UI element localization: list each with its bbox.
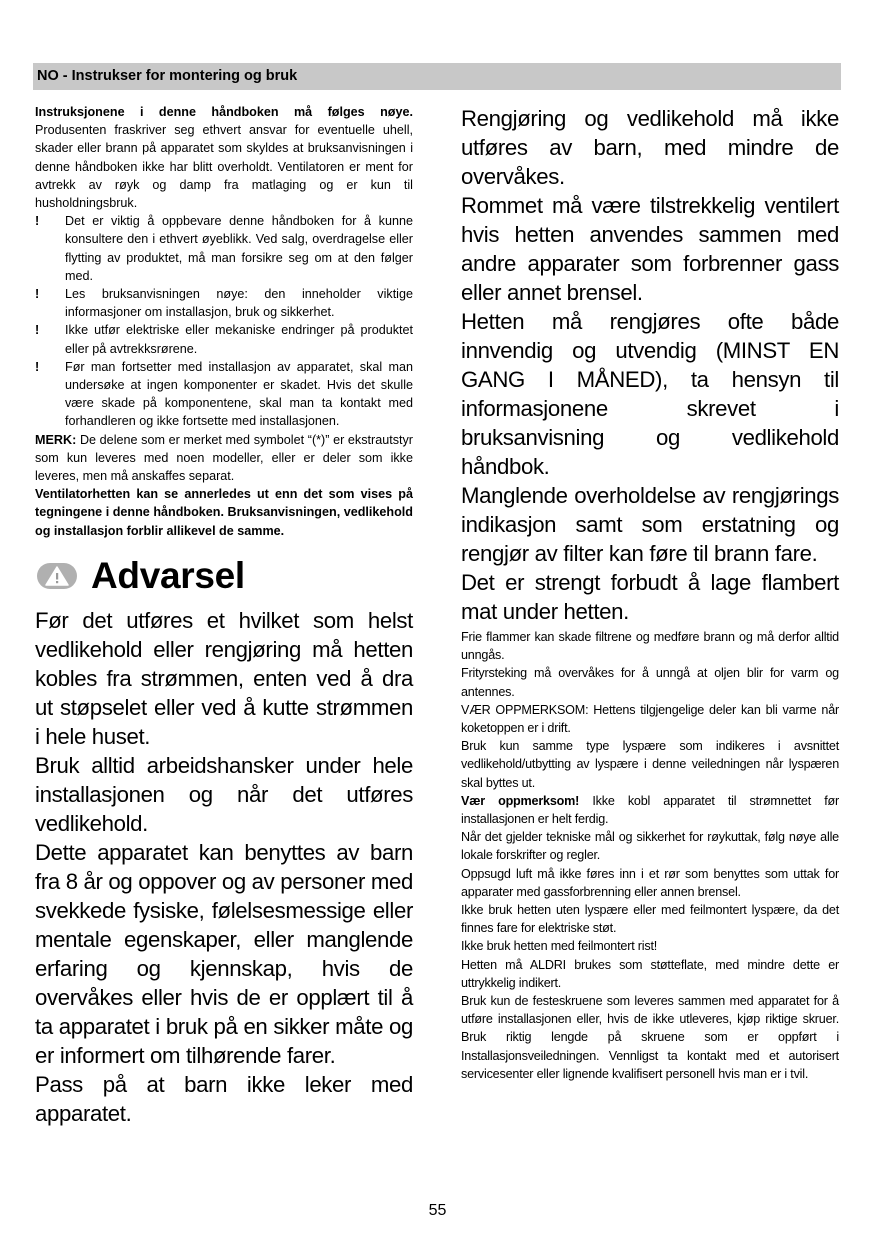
section-title: NO - Instrukser for montering og bruk bbox=[37, 68, 298, 84]
big-paragraph: Det er strengt forbudt å lage flambert mat under hetten. bbox=[461, 570, 839, 624]
big-paragraph: Hetten må rengjøres ofte både innvendig og utvendig (MINST EN GANG I MÅNED), ta hensyn til informasjonene skrevet i bruksanvisning og vedlikehold håndbok. bbox=[461, 309, 839, 479]
big-paragraph: Manglende overholdelse av rengjørings indikasjon samt som erstatning og rengjør av filter kan føre til brann fare. bbox=[461, 483, 839, 566]
intro-paragraph bbox=[35, 103, 413, 212]
small-paragraph: Ikke bruk hetten med feilmontert rist! bbox=[461, 939, 658, 954]
safety-list bbox=[35, 212, 413, 430]
warning-paragraph: Dette apparatet kan benyttes av barn fra 8 år og oppover og av personer med svekkede fysiske, følelsesmessige eller mentale egenskaper, eller manglende erfaring og kjennskap, hvis de overvåkes eller hvis de er opplært til å ta apparatet i bruk på en sikker måte og er informert om tilhørende farer. bbox=[35, 839, 413, 1068]
left-column bbox=[35, 103, 413, 1128]
small-paragraph: Når det gjelder tekniske mål og sikkerhet for røykuttak, følg nøye alle lokale forskrifter og regler. bbox=[461, 830, 839, 863]
note-label: MERK: bbox=[35, 432, 77, 447]
note-text: De delene som er merket med symbolet “(*)” er ekstrautstyr som kun leveres med noen modeller, eller er deler som ikke leveres, men må anskaffes separat. bbox=[35, 432, 413, 484]
small-paragraph: Bruk kun samme type lyspære som indikeres i avsnittet vedlikehold/utbytting av lyspære i denne veiledningen når lyspæren skal byttes ut. bbox=[461, 739, 839, 790]
note-bold-paragraph: Ventilatorhetten kan se annerledes ut enn det som vises på tegningene i denne håndboken. Bruksanvisningen, vedlikehold og installasjon forblir allikevel de samme. bbox=[35, 487, 413, 538]
list-item: ! Ikke utfør elektriske eller mekaniske endringer på produktet eller på avtrekksrørene. bbox=[35, 323, 413, 356]
warning-triangle-icon bbox=[37, 563, 77, 589]
small-paragraph: Hetten må ALDRI brukes som støtteflate, med mindre dette er uttrykkelig indikert. bbox=[461, 957, 839, 990]
warning-title: Advarsel bbox=[91, 554, 245, 596]
attention-paragraph bbox=[461, 792, 839, 828]
list-item: ! Før man fortsetter med installasjon av apparatet, skal man undersøke at ingen komponenter er skadet. Hvis det skulle være skade på komponentene, skal man ta kontakt med forhandleren og ikke fortsette med installasjonen. bbox=[35, 359, 413, 429]
list-item: ! Les bruksanvisningen nøye: den inneholder viktige informasjoner om installasjon, bruk og sikkerhet. bbox=[35, 287, 413, 320]
warning-paragraph: Pass på at barn ikke leker med apparatet. bbox=[35, 1071, 413, 1126]
big-paragraph: Rommet må være tilstrekkelig ventilert hvis hetten anvendes sammen med andre apparater som forbrenner gass eller annet brensel. bbox=[461, 193, 839, 305]
warning-paragraph: Bruk alltid arbeidshansker under hele installasjonen og når det utføres vedlikehold. bbox=[35, 752, 413, 836]
warning-paragraph: Før det utføres et hvilket som helst vedlikehold eller rengjøring må hetten kobles fra strømmen, enten ved å dra ut støpselet eller ved å kutte strømmen i hele huset. bbox=[35, 607, 413, 749]
note-paragraph bbox=[35, 431, 413, 486]
small-paragraph: Frie flammer kan skade filtrene og medføre brann og må derfor alltid unngås. bbox=[461, 630, 839, 663]
section-header bbox=[33, 63, 841, 90]
list-item: ! Det er viktig å oppbevare denne håndboken for å kunne konsultere den i ethvert øyeblikk. Ved salg, overdragelse eller flytting av produktet, må man forsikre seg om at den følger med. bbox=[35, 214, 413, 283]
intro-text: Produsenten fraskriver seg ethvert ansvar for eventuelle uhell, skader eller brann på apparatet som skyldes at bruksanvisningen i denne håndboken ikke har blitt overholdt. Ventilatoren er ment for avtrekk av røyk og damp fra matlaging og er kun til husholdningsbruk. bbox=[35, 123, 413, 211]
right-column bbox=[461, 104, 839, 1083]
intro-bold: Instruksjonene i denne håndboken må følges nøye. bbox=[35, 105, 413, 119]
small-paragraph: Ikke bruk hetten uten lyspære eller med feilmontert lyspære, da det finnes fare for elektriske støt. bbox=[461, 903, 839, 936]
big-paragraph: Rengjøring og vedlikehold må ikke utføres av barn, med mindre de overvåkes. bbox=[461, 106, 839, 189]
warning-heading bbox=[35, 554, 413, 598]
attention-label: Vær oppmerksom! bbox=[461, 793, 580, 808]
small-paragraph: VÆR OPPMERKSOM: Hettens tilgjengelige deler kan bli varme når koketoppen er i drift. bbox=[461, 702, 839, 736]
small-paragraph: Oppsugd luft må ikke føres inn i et rør som benyttes som uttak for apparater med gassforbrenning eller annen brensel. bbox=[461, 866, 839, 899]
page-number: 55 bbox=[428, 1202, 447, 1219]
attention-text: Ikke kobl apparatet til strømnettet før installasjonen er helt ferdig. bbox=[461, 793, 839, 827]
small-paragraph: Frityrsteking må overvåkes for å unngå at oljen blir for varm og antennes. bbox=[461, 666, 839, 699]
small-paragraph: Bruk kun de festeskruene som leveres sammen med apparatet for å utføre installasjonen eller, hvis de ikke utleveres, kjøp riktige skruer. Bruk riktig lengde på skruene som er oppført i Installasjonsveiledningen. Vennligst ta kontakt med et autorisert servicesenter eller lignende kvalifisert personell hvis man er i tvil. bbox=[461, 994, 839, 1081]
